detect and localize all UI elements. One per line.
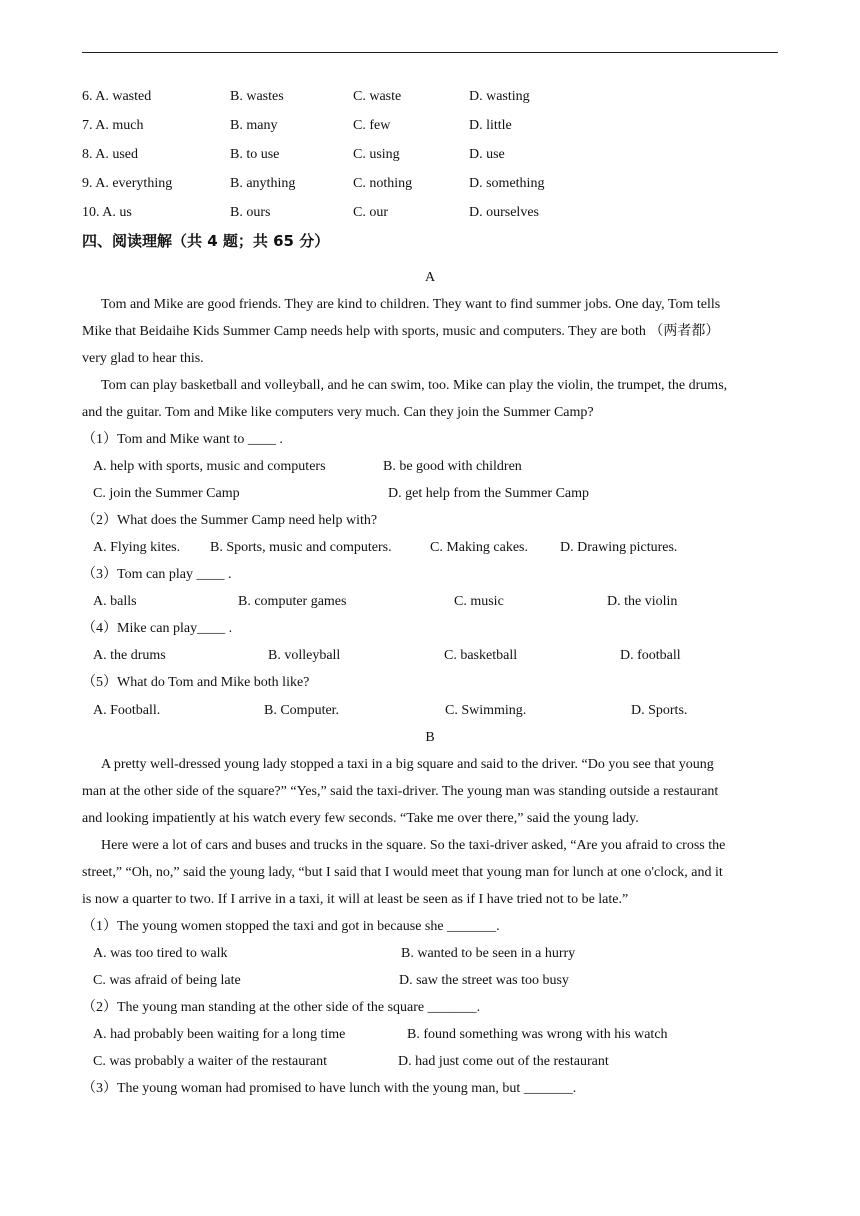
option-c: C. Making cakes. — [430, 540, 528, 555]
option-c: C. was probably a waiter of the restaurant — [93, 1054, 328, 1069]
option-a: A. the drums — [93, 648, 166, 663]
passage-line: and looking impatiently at his watch every few seconds. “Take me over there,” said the young lady. — [82, 811, 639, 826]
option-c: C. was afraid of being late — [93, 973, 241, 988]
option-a: A. balls — [93, 594, 137, 609]
option-c: C. nothing — [353, 176, 413, 191]
option-a: A. Flying kites. — [93, 540, 181, 555]
option-b: B. ours — [230, 205, 271, 220]
passage-line: Mike that Beidaihe Kids Summer Camp needs help with sports, music and computers. They are both （两者都） — [82, 324, 720, 339]
passage-line: and the guitar. Tom and Mike like computers very much. Can they join the Summer Camp? — [82, 405, 594, 420]
option-b: B. computer games — [238, 594, 347, 609]
option-a: A. help with sports, music and computers — [93, 459, 326, 474]
option-d: D. get help from the Summer Camp — [388, 486, 590, 501]
option-d: D. wasting — [469, 89, 530, 104]
option-c: C. basketball — [444, 648, 518, 663]
question-stem: （3）The young woman had promised to have lunch with the young man, but _______. — [82, 1081, 577, 1096]
section-heading: 四、阅读理解（共 4 题；共 65 分） — [82, 232, 330, 250]
option-b: B. many — [230, 118, 278, 133]
option-c: C. our — [353, 205, 388, 220]
option-d: D. Drawing pictures. — [560, 540, 678, 555]
option-b: B. Computer. — [264, 703, 340, 718]
question-stem: （1）The young women stopped the taxi and got in because she _______. — [82, 919, 500, 934]
option-c: C. waste — [353, 89, 402, 104]
option-b: B. wastes — [230, 89, 284, 104]
passage-line: street,” “Oh, no,” said the young lady, “but I said that I would meet that young man for lunch at one o'clock, and it — [82, 865, 723, 880]
option-d: D. football — [620, 648, 681, 663]
option-c: C. few — [353, 118, 391, 133]
question-stem: （2）What does the Summer Camp need help with? — [82, 513, 378, 528]
option-d: D. ourselves — [469, 205, 539, 220]
option-d: D. saw the street was too busy — [399, 973, 569, 988]
question-stem: （2）The young man standing at the other side of the square _______. — [82, 1000, 481, 1015]
option-b: B. found something was wrong with his watch — [407, 1027, 668, 1042]
passage-line: man at the other side of the square?” “Yes,” said the taxi-driver. The young man was standing outside a restaurant — [82, 784, 719, 799]
passage-line: Tom can play basketball and volleyball, and he can swim, too. Mike can play the violin, the trumpet, the drums, — [101, 378, 728, 393]
option-d: D. Sports. — [631, 703, 688, 718]
option-a: 8. A. used — [82, 147, 138, 162]
option-b: B. wanted to be seen in a hurry — [401, 946, 576, 961]
option-a: 6. A. wasted — [82, 89, 152, 104]
passage-a-label: A — [424, 270, 436, 285]
option-c: C. music — [454, 594, 504, 609]
option-a: 7. A. much — [82, 118, 144, 133]
option-a: A. was too tired to walk — [93, 946, 228, 961]
option-b: B. anything — [230, 176, 296, 191]
passage-line: A pretty well-dressed young lady stopped a taxi in a big square and said to the driver. “Do you see that young — [101, 757, 714, 772]
option-d: D. something — [469, 176, 545, 191]
passage-line: Tom and Mike are good friends. They are kind to children. They want to find summer jobs. One day, Tom tells — [101, 297, 721, 312]
passage-line: is now a quarter to two. If I arrive in a taxi, it will at least be seen as if I have tried not to be late.” — [82, 892, 629, 907]
option-b: B. be good with children — [383, 459, 522, 474]
option-b: B. Sports, music and computers. — [210, 540, 392, 555]
header-rule — [82, 52, 778, 53]
option-d: D. the violin — [607, 594, 678, 609]
question-stem: （5）What do Tom and Mike both like? — [82, 675, 310, 690]
option-a: 9. A. everything — [82, 176, 173, 191]
option-a: A. Football. — [93, 703, 161, 718]
option-d: D. use — [469, 147, 505, 162]
option-c: C. Swimming. — [445, 703, 527, 718]
option-c: C. using — [353, 147, 400, 162]
option-a: 10. A. us — [82, 205, 132, 220]
option-d: D. little — [469, 118, 512, 133]
option-d: D. had just come out of the restaurant — [398, 1054, 609, 1069]
option-b: B. volleyball — [268, 648, 341, 663]
option-c: C. join the Summer Camp — [93, 486, 240, 501]
question-stem: （3）Tom can play ____ . — [82, 567, 232, 582]
option-b: B. to use — [230, 147, 280, 162]
passage-b-label: B — [425, 730, 435, 745]
passage-line: Here were a lot of cars and buses and trucks in the square. So the taxi-driver asked, “Are you afraid to cross the — [101, 838, 726, 853]
question-stem: （4）Mike can play____ . — [82, 621, 233, 636]
passage-line: very glad to hear this. — [82, 351, 204, 366]
option-a: A. had probably been waiting for a long time — [93, 1027, 346, 1042]
question-stem: （1）Tom and Mike want to ____ . — [82, 432, 283, 447]
